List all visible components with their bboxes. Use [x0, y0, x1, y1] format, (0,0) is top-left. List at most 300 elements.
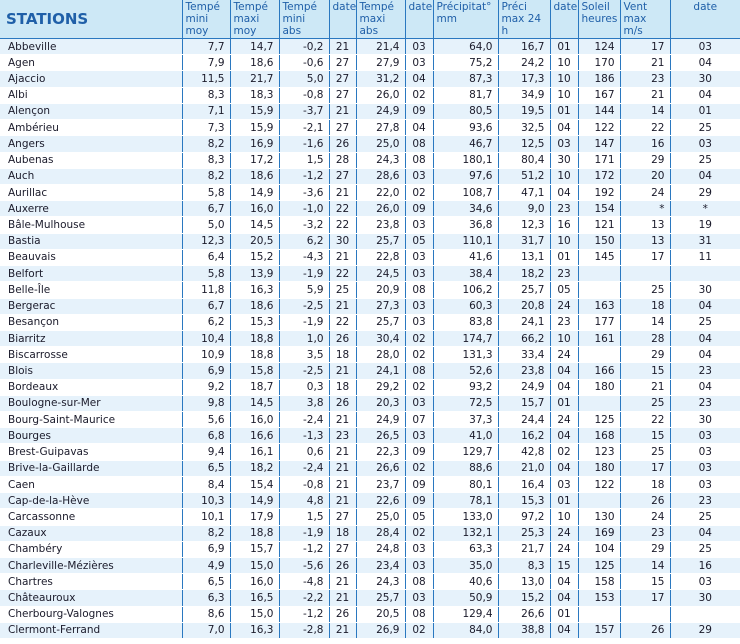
table-cell: 22,6	[356, 493, 405, 509]
table-cell: 14	[620, 558, 670, 574]
table-cell: 42,8	[498, 444, 550, 460]
table-cell: 12,5	[498, 136, 550, 152]
preci-max-24h-header: Préci max 24 h	[498, 0, 550, 39]
table-cell: 5,8	[182, 184, 230, 200]
table-cell: 66,2	[498, 330, 550, 346]
soleil-heures-header: Soleil heures	[578, 0, 620, 39]
table-cell: 30	[550, 152, 578, 168]
table-cell: 21	[329, 249, 356, 265]
table-row	[0, 71, 740, 87]
table-cell: 25	[670, 152, 740, 168]
table-cell: 52,6	[433, 363, 498, 379]
table-cell: 157	[578, 622, 620, 638]
table-cell: 25	[620, 395, 670, 411]
table-cell: 03	[405, 395, 433, 411]
table-cell: 163	[578, 298, 620, 314]
table-cell: 21,7	[498, 541, 550, 557]
table-cell: 180	[578, 379, 620, 395]
table-cell: 02	[405, 622, 433, 638]
table-cell: 04	[405, 71, 433, 87]
station-name: Bourges	[0, 428, 182, 444]
table-cell: 87,3	[433, 71, 498, 87]
table-cell: 03	[550, 476, 578, 492]
table-cell: 03	[405, 558, 433, 574]
date-header: date	[405, 0, 433, 39]
table-cell: 27	[329, 509, 356, 525]
station-name: Agen	[0, 55, 182, 71]
table-cell: 40,6	[433, 574, 498, 590]
table-cell: 34,6	[433, 201, 498, 217]
table-cell: -1,2	[279, 541, 329, 557]
table-cell: 15,3	[230, 314, 279, 330]
table-cell: 20,5	[230, 233, 279, 249]
table-cell: 13	[620, 217, 670, 233]
table-row	[0, 622, 740, 638]
table-cell: 18	[620, 298, 670, 314]
table-cell: 106,2	[433, 282, 498, 298]
table-cell: 18,2	[230, 460, 279, 476]
station-name: Clermont-Ferrand	[0, 622, 182, 638]
table-cell: 46,7	[433, 136, 498, 152]
table-cell: 8,2	[182, 136, 230, 152]
table-cell: 27	[329, 71, 356, 87]
table-cell: 10,3	[182, 493, 230, 509]
table-cell: 24	[550, 541, 578, 557]
table-cell: 8,2	[182, 168, 230, 184]
table-cell: 10	[550, 233, 578, 249]
table-cell: 7,3	[182, 120, 230, 136]
table-cell: 17,9	[230, 509, 279, 525]
table-cell: 38,4	[433, 266, 498, 282]
table-cell: 01	[550, 103, 578, 119]
table-cell: 10	[550, 87, 578, 103]
table-row	[0, 249, 740, 265]
table-cell: 4,9	[182, 558, 230, 574]
table-cell: -3,2	[279, 217, 329, 233]
table-cell: -2,5	[279, 363, 329, 379]
table-cell: 37,3	[433, 412, 498, 428]
table-cell: 6,7	[182, 201, 230, 217]
table-row	[0, 152, 740, 168]
table-cell: 23,4	[356, 558, 405, 574]
station-name: Ambérieu	[0, 120, 182, 136]
table-row	[0, 574, 740, 590]
station-name: Biarritz	[0, 330, 182, 346]
tempe-mini-abs-header: Tempé mini abs	[279, 0, 329, 39]
table-row	[0, 55, 740, 71]
table-cell: 02	[405, 330, 433, 346]
table-cell: 16,9	[230, 136, 279, 152]
table-cell: 17	[620, 460, 670, 476]
table-cell: 80,5	[433, 103, 498, 119]
table-cell: -1,6	[279, 136, 329, 152]
table-cell: 84,0	[433, 622, 498, 638]
table-cell: 08	[405, 363, 433, 379]
table-cell: 60,3	[433, 298, 498, 314]
table-row	[0, 39, 740, 55]
table-cell	[620, 606, 670, 622]
table-cell: 04	[670, 298, 740, 314]
table-cell: -1,2	[279, 606, 329, 622]
table-cell: 5,0	[279, 71, 329, 87]
table-cell: 24,2	[498, 55, 550, 71]
table-cell: -0,6	[279, 55, 329, 71]
table-cell: 9,0	[498, 201, 550, 217]
table-cell: 30	[670, 412, 740, 428]
table-cell: 09	[405, 476, 433, 492]
table-cell: 15,9	[230, 103, 279, 119]
table-cell: 26,0	[356, 87, 405, 103]
table-cell: 11,8	[182, 282, 230, 298]
table-cell: 21	[329, 184, 356, 200]
table-cell: 25,0	[356, 136, 405, 152]
table-cell: 20,5	[356, 606, 405, 622]
table-cell: -0,2	[279, 39, 329, 55]
table-cell: 04	[550, 622, 578, 638]
table-cell: 18,8	[230, 525, 279, 541]
header-row	[0, 0, 740, 39]
table-cell: 8,3	[498, 558, 550, 574]
table-cell: 21,0	[498, 460, 550, 476]
table-cell: 22	[329, 217, 356, 233]
table-cell: 12,3	[182, 233, 230, 249]
table-cell: 132,1	[433, 525, 498, 541]
station-name: Belle-Île	[0, 282, 182, 298]
table-cell: -2,4	[279, 412, 329, 428]
table-cell: 21	[329, 622, 356, 638]
table-cell: 24,5	[356, 266, 405, 282]
table-cell: 02	[405, 525, 433, 541]
table-cell: 6,9	[182, 363, 230, 379]
station-name: Auch	[0, 168, 182, 184]
table-cell: 24,3	[356, 574, 405, 590]
table-cell: 26,5	[356, 428, 405, 444]
table-row	[0, 525, 740, 541]
table-cell: 24,1	[356, 363, 405, 379]
table-cell: 75,2	[433, 55, 498, 71]
station-name: Aurillac	[0, 184, 182, 200]
table-cell: 27	[329, 87, 356, 103]
table-cell: 26,0	[356, 201, 405, 217]
table-cell: 13	[620, 233, 670, 249]
table-cell: 03	[405, 168, 433, 184]
table-cell: 25,7	[356, 314, 405, 330]
table-cell: 04	[550, 428, 578, 444]
table-row	[0, 298, 740, 314]
table-cell: 16,1	[230, 444, 279, 460]
table-cell: 15,7	[498, 395, 550, 411]
date-header: date	[329, 0, 356, 39]
table-cell: 16,0	[230, 574, 279, 590]
table-cell: 03	[405, 217, 433, 233]
table-cell: 50,9	[433, 590, 498, 606]
table-cell: 26,6	[498, 606, 550, 622]
table-cell: 23	[550, 266, 578, 282]
table-cell: 04	[550, 460, 578, 476]
table-cell: 16	[620, 136, 670, 152]
table-cell: 8,2	[182, 525, 230, 541]
table-row	[0, 444, 740, 460]
table-cell: 03	[405, 314, 433, 330]
table-cell: 25	[670, 314, 740, 330]
table-cell	[578, 395, 620, 411]
table-cell: 24	[550, 525, 578, 541]
table-cell: 04	[550, 120, 578, 136]
table-cell: 16,6	[230, 428, 279, 444]
table-cell: 03	[405, 590, 433, 606]
table-cell: -2,2	[279, 590, 329, 606]
table-cell: 04	[550, 590, 578, 606]
table-cell: 174,7	[433, 330, 498, 346]
table-cell: 16	[670, 558, 740, 574]
table-cell: 21	[329, 412, 356, 428]
table-cell: 20,3	[356, 395, 405, 411]
table-cell: 3,8	[279, 395, 329, 411]
table-cell: 29	[620, 347, 670, 363]
table-cell: 123	[578, 444, 620, 460]
table-cell: 03	[405, 249, 433, 265]
table-cell: -1,9	[279, 525, 329, 541]
station-name: Bastia	[0, 233, 182, 249]
table-row	[0, 379, 740, 395]
table-cell: 04	[550, 379, 578, 395]
table-cell: 104	[578, 541, 620, 557]
table-cell: 7,0	[182, 622, 230, 638]
table-cell: 154	[578, 201, 620, 217]
tempe-maxi-moy-header: Tempé maxi moy	[230, 0, 279, 39]
table-cell: 7,7	[182, 39, 230, 55]
table-cell: 1,0	[279, 330, 329, 346]
table-cell: 31	[670, 233, 740, 249]
table-cell: 16,3	[230, 622, 279, 638]
table-cell: 04	[670, 168, 740, 184]
table-cell: -2,8	[279, 622, 329, 638]
table-cell: 7,1	[182, 103, 230, 119]
table-cell: 18	[329, 525, 356, 541]
table-cell: 18	[620, 476, 670, 492]
table-cell: 21	[329, 39, 356, 55]
table-cell: 180	[578, 460, 620, 476]
table-cell: 23	[670, 363, 740, 379]
table-cell: 30	[670, 71, 740, 87]
table-row	[0, 217, 740, 233]
table-cell: 26	[620, 493, 670, 509]
table-cell: 16,0	[230, 412, 279, 428]
table-cell: 23	[329, 428, 356, 444]
table-cell: 16	[550, 217, 578, 233]
table-cell: 15,0	[230, 558, 279, 574]
table-cell: 9,8	[182, 395, 230, 411]
table-cell: 24	[550, 412, 578, 428]
table-row	[0, 363, 740, 379]
table-cell: 25	[670, 509, 740, 525]
table-cell: 25	[670, 541, 740, 557]
tempe-maxi-abs-header: Tempé maxi abs	[356, 0, 405, 39]
table-cell: 8,6	[182, 606, 230, 622]
table-cell: 18,2	[498, 266, 550, 282]
table-cell: 02	[550, 444, 578, 460]
table-cell: 166	[578, 363, 620, 379]
station-name: Angers	[0, 136, 182, 152]
table-cell: 97,2	[498, 509, 550, 525]
table-cell: -3,6	[279, 184, 329, 200]
table-cell: 22	[329, 201, 356, 217]
table-cell: *	[670, 201, 740, 217]
table-cell: 17,2	[230, 152, 279, 168]
table-cell: 22	[329, 314, 356, 330]
table-cell: 8,3	[182, 87, 230, 103]
table-cell: 72,5	[433, 395, 498, 411]
table-cell: 15,7	[230, 541, 279, 557]
table-cell: 26	[329, 136, 356, 152]
table-cell: 03	[405, 55, 433, 71]
table-cell: 150	[578, 233, 620, 249]
table-cell: 1,5	[279, 509, 329, 525]
table-cell: 18,3	[230, 87, 279, 103]
station-name: Albi	[0, 87, 182, 103]
table-cell: 10	[550, 55, 578, 71]
table-cell: 08	[405, 606, 433, 622]
station-name: Biscarrosse	[0, 347, 182, 363]
table-cell: 03	[670, 428, 740, 444]
table-cell: 14,7	[230, 39, 279, 55]
table-cell: 13,1	[498, 249, 550, 265]
table-cell: 04	[550, 574, 578, 590]
table-cell: 23	[670, 493, 740, 509]
table-cell: 22,8	[356, 249, 405, 265]
table-cell: 144	[578, 103, 620, 119]
table-cell: 6,5	[182, 574, 230, 590]
table-cell: 17	[620, 249, 670, 265]
table-cell: 03	[550, 136, 578, 152]
table-cell: 05	[405, 509, 433, 525]
table-cell: 170	[578, 55, 620, 71]
table-cell: 30,4	[356, 330, 405, 346]
station-name: Beauvais	[0, 249, 182, 265]
table-cell: -4,8	[279, 574, 329, 590]
table-cell: 29	[670, 184, 740, 200]
station-name: Bordeaux	[0, 379, 182, 395]
table-cell	[670, 606, 740, 622]
table-cell: 21	[329, 444, 356, 460]
table-cell: 25	[329, 282, 356, 298]
table-cell: 04	[550, 363, 578, 379]
table-cell: 05	[405, 233, 433, 249]
table-cell: 21	[620, 87, 670, 103]
table-cell: 04	[670, 55, 740, 71]
table-cell: 03	[670, 444, 740, 460]
table-cell: 13,9	[230, 266, 279, 282]
table-cell: -1,9	[279, 314, 329, 330]
table-cell: 24,3	[356, 152, 405, 168]
station-name: Brest-Guipavas	[0, 444, 182, 460]
table-cell: 177	[578, 314, 620, 330]
table-row	[0, 395, 740, 411]
station-name: Carcassonne	[0, 509, 182, 525]
table-cell: 25	[620, 444, 670, 460]
table-cell: 14,9	[230, 493, 279, 509]
table-cell: 14,9	[230, 184, 279, 200]
table-cell	[578, 282, 620, 298]
table-cell: 17	[620, 590, 670, 606]
table-cell: -1,9	[279, 266, 329, 282]
table-cell: 24	[620, 509, 670, 525]
station-name: Charleville-Mézières	[0, 558, 182, 574]
table-cell: 26	[620, 622, 670, 638]
table-cell: 0,3	[279, 379, 329, 395]
table-cell: -1,0	[279, 201, 329, 217]
table-cell: 21	[620, 379, 670, 395]
table-cell: 131,3	[433, 347, 498, 363]
table-cell: 27	[329, 541, 356, 557]
table-cell: 02	[405, 184, 433, 200]
table-cell: 07	[405, 412, 433, 428]
table-cell: 03	[670, 460, 740, 476]
table-cell: 21	[329, 363, 356, 379]
table-cell: 21,7	[230, 71, 279, 87]
table-cell: 30	[670, 590, 740, 606]
table-cell: 24,1	[498, 314, 550, 330]
table-cell: 97,6	[433, 168, 498, 184]
table-cell: 129,7	[433, 444, 498, 460]
table-cell: 93,6	[433, 120, 498, 136]
table-cell: -3,7	[279, 103, 329, 119]
table-cell: 27,3	[356, 298, 405, 314]
table-cell: 0,6	[279, 444, 329, 460]
station-name: Bâle-Mulhouse	[0, 217, 182, 233]
table-cell: 04	[670, 87, 740, 103]
table-cell: 28,0	[356, 347, 405, 363]
table-cell: 03	[670, 476, 740, 492]
table-cell: 6,4	[182, 249, 230, 265]
table-cell: 21	[329, 574, 356, 590]
table-cell: 13,0	[498, 574, 550, 590]
table-cell: 11	[670, 249, 740, 265]
table-cell: 19,5	[498, 103, 550, 119]
table-cell: 09	[405, 493, 433, 509]
table-cell: 6,3	[182, 590, 230, 606]
table-cell: 04	[670, 347, 740, 363]
table-row	[0, 282, 740, 298]
table-cell: 20,8	[498, 298, 550, 314]
table-cell: 09	[405, 201, 433, 217]
table-cell: 03	[405, 541, 433, 557]
table-cell: 78,1	[433, 493, 498, 509]
table-cell: 80,4	[498, 152, 550, 168]
table-cell: 31,2	[356, 71, 405, 87]
table-cell: 04	[405, 120, 433, 136]
table-cell: 41,6	[433, 249, 498, 265]
table-cell: 04	[670, 525, 740, 541]
table-cell: 110,1	[433, 233, 498, 249]
table-row	[0, 136, 740, 152]
table-cell: -5,6	[279, 558, 329, 574]
station-name: Brive-la-Gaillarde	[0, 460, 182, 476]
table-cell	[578, 347, 620, 363]
table-cell: 26	[329, 606, 356, 622]
table-cell: 10	[550, 509, 578, 525]
table-cell: 18,6	[230, 168, 279, 184]
table-cell: 25,0	[356, 509, 405, 525]
table-cell: 28	[329, 152, 356, 168]
table-cell: 21	[329, 493, 356, 509]
table-cell: 180,1	[433, 152, 498, 168]
table-cell: 27,8	[356, 120, 405, 136]
table-cell: 3,5	[279, 347, 329, 363]
table-cell: 23	[550, 314, 578, 330]
station-name: Aubenas	[0, 152, 182, 168]
table-cell: 172	[578, 168, 620, 184]
